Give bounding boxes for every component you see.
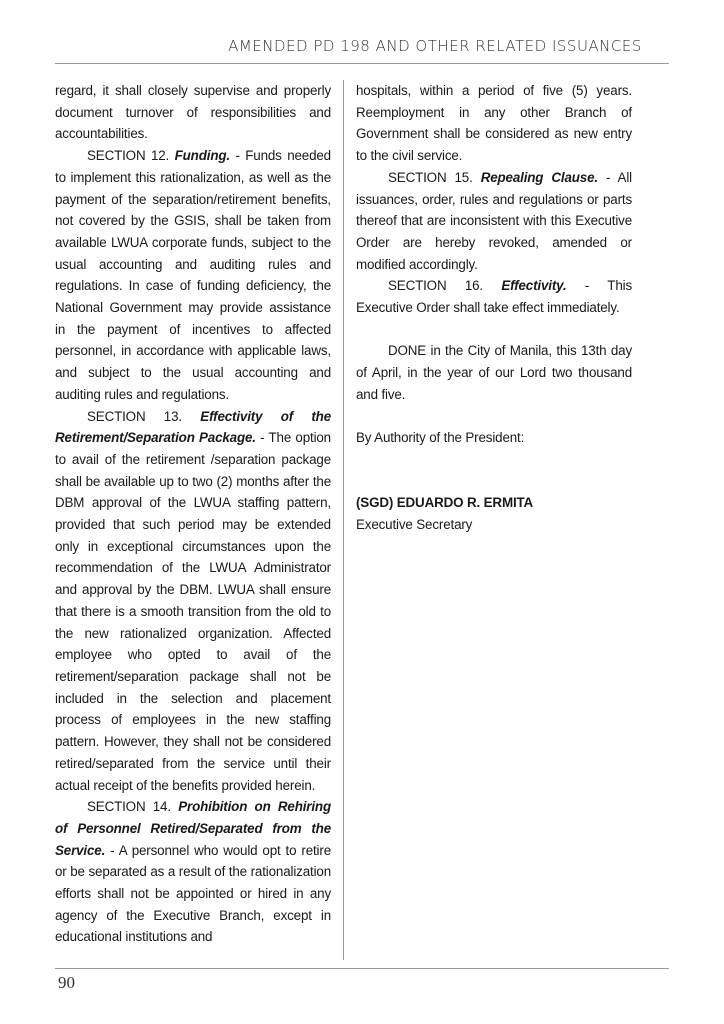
section-16-label: SECTION 16. [388,278,483,294]
section-12-text: - Funds needed to implement this rationalization, as well as the payment of the separation/retirement benefits, not covered by the GSIS, shall be taken from available LWUA corporate funds, subject to the usual accounting and auditing rules and regulations. In case of funding deficiency, the National Government may provide assistance in the payment of incentives to affected personnel, in accordance with applicable laws, and subject to the usual accounting and auditing rules and regulations. [55,148,331,402]
section-12 [55,145,331,405]
section-14 [55,796,331,948]
section-13-label: SECTION 13. [87,408,182,424]
section-16-title: Effectivity. [501,278,567,294]
section-15-title: Repealing Clause. [480,169,598,185]
spacer [356,471,632,493]
section-14-text: - A personnel who would opt to retire or be separated as a result of the rationalization efforts shall not be appointed or hired in any agency of the Executive Branch, except in educational institutions and [55,842,331,945]
column-divider [343,80,344,960]
section-15 [356,167,632,276]
left-column [55,80,331,948]
authority-line: By Authority of the President: [356,430,525,446]
section-12-label: SECTION 12. [87,148,170,164]
running-head: AMENDED PD 198 AND OTHER RELATED ISSUANCES [228,37,642,55]
section-13-title: Effectivity of the Retirement/Separation Package. [55,408,331,446]
section-16-text: - This Executive Order shall take effect immediately. [356,278,632,316]
continuation-paragraph: regard, it shall closely supervise and properly document turnover of responsibilities and accountabilities. [55,83,331,142]
spacer [356,449,632,471]
section-13-text: - The option to avail of the retirement /separation package shall be available up to two (2) months after the DBM approval of the LWUA staffing pattern, provided that such period may be extended only in exceptional circumstances upon the recommendation of the LWUA Administrator and approval by the DBM. LWUA shall ensure that there is a smooth transition from the old to the new rationalized organization. Affected employee who opted to avail of the retirement/separation package shall not be included in the selection and placement process of employees in the new staffing pattern. However, they shall not be considered retired/separated from the service until their actual receipt of the benefits provided herein. [55,430,331,793]
section-12-title: Funding. [174,148,230,164]
footer-rule [55,968,669,969]
section-14-label: SECTION 14. [87,799,171,815]
section-15-text: - All issuances, order, rules and regulations or parts thereof that are inconsistent with this Executive Order are hereby revoked, amended or modified accordingly. [356,169,632,272]
section-14-title: Prohibition on Rehiring of Personnel Retired/Separated from the Service. [55,799,331,858]
header-rule [55,63,669,64]
page-number: 90 [58,973,75,992]
section-15-label: SECTION 15. [388,169,473,185]
continuation-paragraph-right: hospitals, within a period of five (5) years. Reemployment in any other Branch of Government shall be considered as new entry to the civil service. [356,83,632,164]
done-paragraph: DONE in the City of Manila, this 13th day of April, in the year of our Lord two thousand and five. [356,343,632,402]
right-column [356,80,632,536]
signatory-title: Executive Secretary [356,517,473,532]
section-13 [55,406,331,797]
spacer [356,319,632,341]
spacer [356,406,632,428]
section-16 [356,275,632,318]
signatory-name: (SGD) EDUARDO R. ERMITA [356,495,534,511]
